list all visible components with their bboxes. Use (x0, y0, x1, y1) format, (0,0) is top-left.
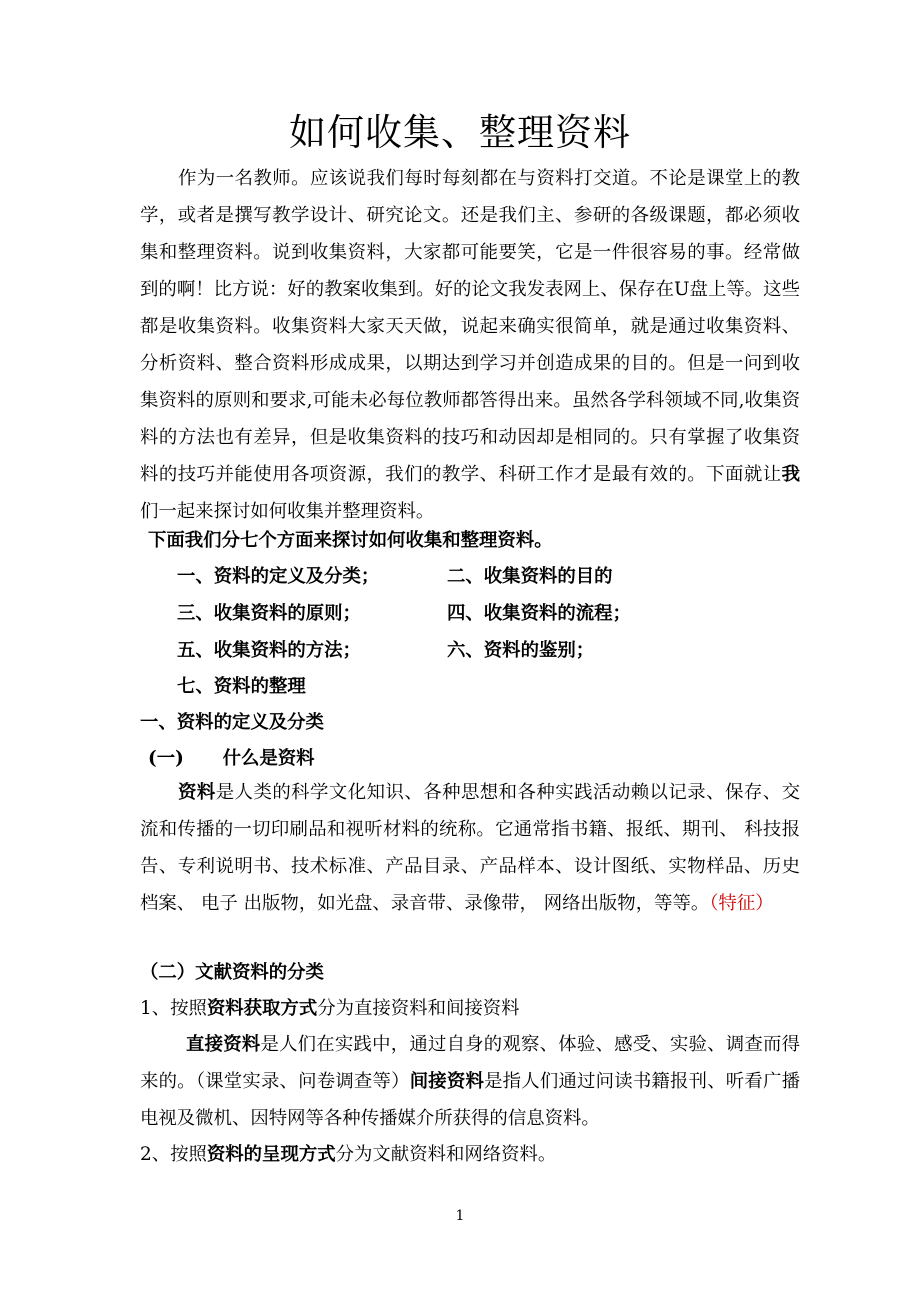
sub1-heading (148, 746, 315, 772)
intro-bold-word: 我 (781, 464, 800, 485)
class2-prefix: 2、按照 (140, 1144, 207, 1165)
indirect-term: 间接资料 (409, 1071, 485, 1092)
outline-item-4: 四、收集资料的流程； (447, 603, 631, 624)
page-number: 1 (455, 1208, 465, 1224)
classification-1 (140, 996, 520, 1022)
outline-item-5: 五、收集资料的方法； (177, 640, 361, 661)
indirect-text: 是指人们通过问读书籍报刊、听看广播电视及微机、因特网等各种传播媒介所获得的信息资料。 (140, 1071, 800, 1129)
document-title: 如何收集、整理资料 (289, 111, 631, 154)
class2-suffix: 分为文献资料和网络资料。 (335, 1144, 557, 1165)
sub1-number: (一) (148, 748, 184, 769)
intro-text: 作为一名教师。应该说我们每时每刻都在与资料打交道。不论是课堂上的教学，或者是撰写教学设计、研究论文。还是我们主、参研的各级课题，都必须收集和整理资料。说到收集资料，大家都可能要笑，它是一件很容易的事。经常做到的啊！比方说：好的教案收集到。好的论文我发表网上、保存在U盘上等。这些都是收集资料。收集资料大家天天做，说起来确实很简单，就是通过收集资料、分析资料、整合资料形成成果，以期达到学习并创造成果的目的。但是一问到收集资料的原则和要求,可能未必每位教师都答得出来。虽然各学科领域不同,收集资料的方法也有差异，但是收集资料的技巧和动因却是相同的。只有掌握了收集资料的技巧并能使用各项资源，我们的教学、科研工作才是最有效的。下面就让 (140, 168, 800, 485)
classification-2 (140, 1142, 556, 1168)
direct-indirect-paragraph (140, 1026, 800, 1137)
definition-paragraph (140, 774, 800, 922)
outline-item-7: 七、资料的整理 (177, 676, 306, 697)
outline-item-2: 二、收集资料的目的 (447, 566, 613, 587)
outline-item-3: 三、收集资料的原则； (177, 603, 361, 624)
intro-end: 们一起来探讨如何收集并整理资料。 (140, 501, 435, 522)
direct-text: 是人们在实践中，通过自身的观察、体验、感受、实验、调查而得来的。（课堂实录、问卷调查等） (140, 1034, 800, 1092)
outline-item-6: 六、资料的鉴别； (447, 640, 595, 661)
definition-note: （特征） (709, 893, 774, 914)
intro-paragraph (140, 160, 800, 530)
direct-term: 直接资料 (186, 1034, 261, 1055)
class1-bold: 资料获取方式 (206, 998, 318, 1019)
overview-heading: 下面我们分七个方面来探讨如何收集和整理资料。 (148, 530, 553, 551)
class2-bold: 资料的呈现方式 (206, 1144, 336, 1165)
definition-text: 是人类的科学文化知识、各种思想和各种实践活动赖以记录、保存、交流和传播的一切印刷品和视听材料的统称。它通常指书籍、报纸、期刊、 科技报告、专利说明书、技术标准、产品目录、产品样本、设计图纸、实物样品、历史 档案、 电子 出版物，如光盘、录音带、录像带， 网络出版物，等等。 (140, 782, 800, 914)
sub2-heading: （二）文献资料的分类 (140, 962, 324, 983)
sub1-title: 什么是资料 (222, 748, 315, 769)
definition-term: 资料 (178, 782, 216, 803)
outline-item-1: 一、资料的定义及分类； (177, 566, 380, 587)
class1-suffix: 分为直接资料和间接资料 (317, 998, 520, 1019)
class1-prefix: 1、按照 (140, 998, 207, 1019)
section1-heading: 一、资料的定义及分类 (140, 712, 324, 733)
